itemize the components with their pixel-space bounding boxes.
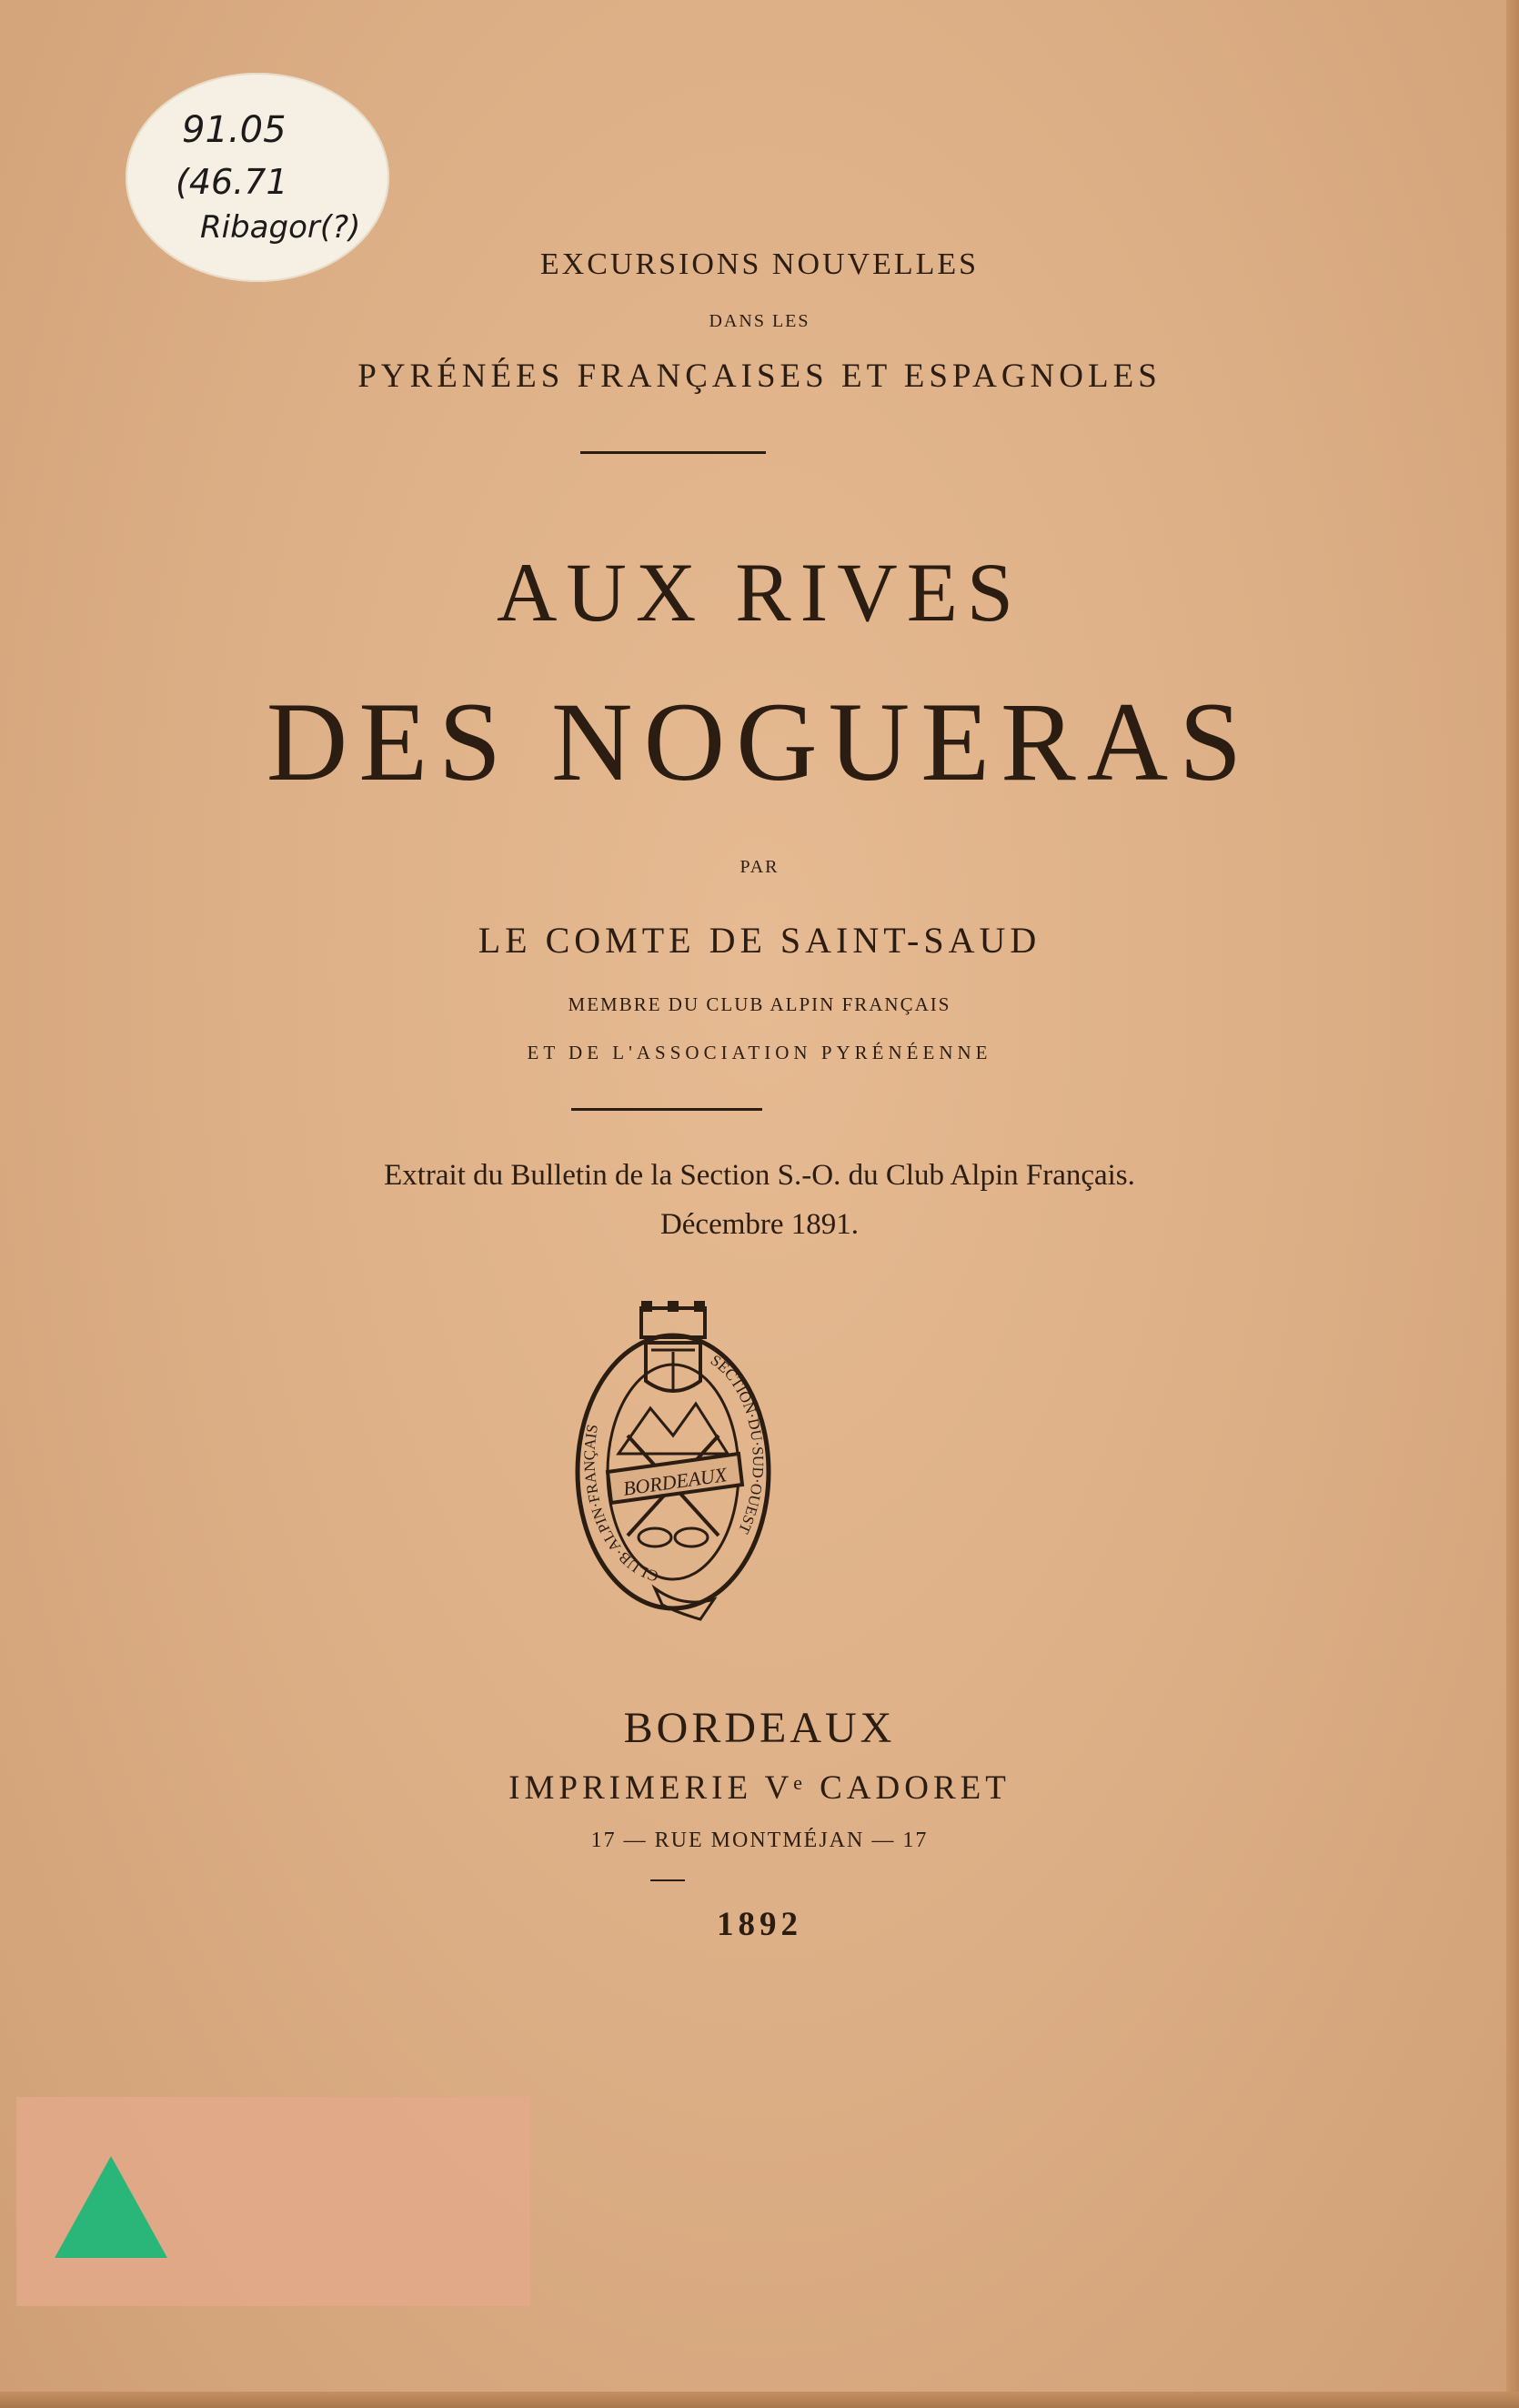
page-edge-bottom	[0, 2392, 1519, 2408]
scroll-ribbon-icon	[655, 1588, 714, 1619]
coat-of-arms-icon	[646, 1343, 700, 1391]
series-title-line-2: DANS LES	[709, 311, 810, 331]
green-triangle-sticker-icon	[55, 2156, 167, 2258]
main-title-line-2: DES NOGUERAS	[266, 680, 1253, 804]
extract-note: Extrait du Bulletin de la Section S.-O. du Club Alpin Français.	[384, 1159, 1135, 1192]
shelf-mark-line-2: (46.71	[176, 162, 288, 202]
main-title-line-1: AUX RIVES	[496, 546, 1023, 639]
divider-rule-3	[650, 1879, 685, 1881]
shelf-mark-line-3: Ribagor(?)	[200, 209, 361, 246]
imprint-city: BORDEAUX	[623, 1704, 896, 1752]
author-affiliation-1: MEMBRE DU CLUB ALPIN FRANÇAIS	[568, 993, 951, 1015]
crown-icon	[641, 1301, 705, 1337]
svg-text:CLUB·ALPIN·FRANÇAIS	[581, 1423, 661, 1585]
divider-rule-1	[580, 451, 766, 454]
series-title-line-3: PYRÉNÉES FRANÇAISES ET ESPAGNOLES	[357, 358, 1162, 395]
imprint-printer: IMPRIMERIE Vᵉ CADORET	[508, 1769, 1011, 1807]
divider-rule-2	[571, 1108, 762, 1111]
imprint-address: 17 — RUE MONTMÉJAN — 17	[590, 1829, 929, 1852]
shelf-mark-line-1: 91.05	[182, 109, 287, 151]
by-label: PAR	[739, 857, 780, 877]
emblem-ring-text-right: SECTION·DU·SUD·OUEST	[707, 1351, 768, 1536]
banner-text: BORDEAUX	[621, 1463, 729, 1500]
rope-knot-icon	[639, 1528, 708, 1547]
publication-year: 1892	[717, 1906, 802, 1943]
author-name: LE COMTE DE SAINT-SAUD	[478, 920, 1041, 961]
series-title-line-1: EXCURSIONS NOUVELLES	[539, 247, 980, 281]
extract-date: Décembre 1891.	[659, 1208, 860, 1241]
club-alpin-emblem	[564, 1299, 782, 1627]
author-affiliation-2: ET DE L'ASSOCIATION PYRÉNÉENNE	[527, 1042, 992, 1063]
emblem-ring-text-left: CLUB·ALPIN·FRANÇAIS	[580, 1423, 661, 1586]
bordeaux-banner	[608, 1454, 742, 1503]
